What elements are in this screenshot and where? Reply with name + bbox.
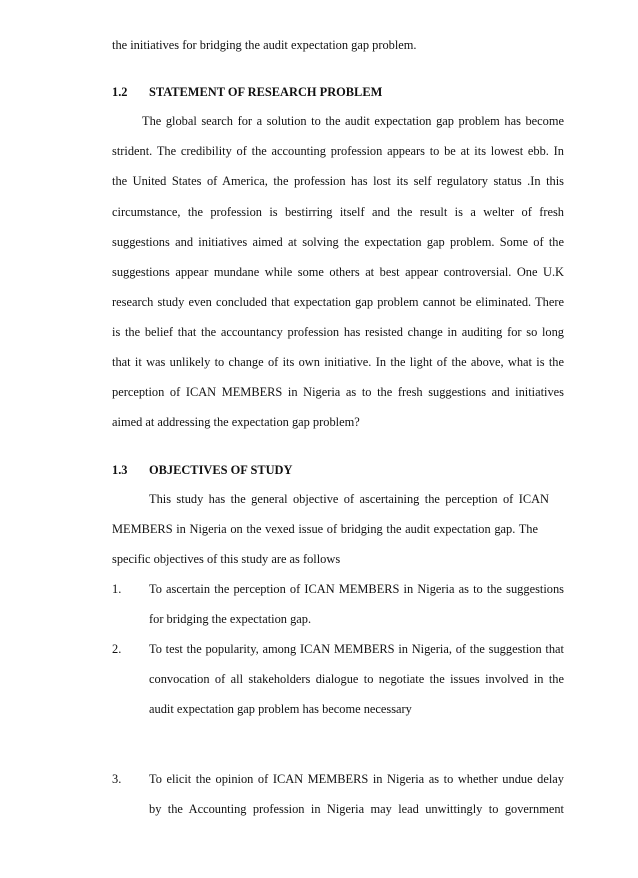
list-item-line: for bridging the expectation gap. <box>149 612 312 626</box>
list-number: 3. <box>112 772 122 786</box>
section-title: STATEMENT OF RESEARCH PROBLEM <box>149 85 383 99</box>
paragraph-line: circumstance, the profession is bestirring itself and the result is a welter of fresh <box>112 205 564 219</box>
list-item-line: convocation of all stakeholders dialogue to negotiate the issues involved in the <box>149 672 564 686</box>
paragraph-line: strident. The credibility of the accounting profession appears to be at its lowest ebb. In <box>112 144 564 158</box>
paragraph-line: suggestions and initiatives aimed at solving the expectation gap problem. Some of the <box>112 235 564 249</box>
paragraph-line: specific objectives of this study are as follows <box>112 552 341 566</box>
paragraph-line: The global search for a solution to the audit expectation gap problem has become <box>142 114 564 128</box>
list-number: 1. <box>112 582 122 596</box>
carryover-line: the initiatives for bridging the audit expectation gap problem. <box>112 38 417 52</box>
paragraph-line: is the belief that the accountancy profession has resisted change in auditing for so long <box>112 325 564 339</box>
section-number: 1.3 <box>112 463 128 477</box>
paragraph-line: suggestions appear mundane while some others at best appear controversial. One U.K <box>112 265 564 279</box>
list-item-line: To elicit the opinion of ICAN MEMBERS in Nigeria as to whether undue delay <box>149 772 564 786</box>
paragraph-line: This study has the general objective of ascertaining the perception of ICAN <box>149 492 549 506</box>
section-title: OBJECTIVES OF STUDY <box>149 463 293 477</box>
list-item-line: To test the popularity, among ICAN MEMBERS in Nigeria, of the suggestion that <box>149 642 564 656</box>
paragraph-line: research study even concluded that expectation gap problem cannot be eliminated. There <box>112 295 564 309</box>
list-number: 2. <box>112 642 122 656</box>
list-item-line: To ascertain the perception of ICAN MEMBERS in Nigeria as to the suggestions <box>149 582 564 596</box>
paragraph-line: aimed at addressing the expectation gap problem? <box>112 415 360 429</box>
paragraph-line: that it was unlikely to change of its own initiative. In the light of the above, what is the <box>112 355 564 369</box>
list-item-line: by the Accounting profession in Nigeria may lead unwittingly to government <box>149 802 564 816</box>
paragraph-line: perception of ICAN MEMBERS in Nigeria as to the fresh suggestions and initiatives <box>112 385 564 399</box>
paragraph-line: the United States of America, the profession has lost its self regulatory status .In this <box>112 174 564 188</box>
section-number: 1.2 <box>112 85 128 99</box>
paragraph-line: MEMBERS in Nigeria on the vexed issue of bridging the audit expectation gap. The <box>112 522 538 536</box>
list-item-line: audit expectation gap problem has become necessary <box>149 702 412 716</box>
